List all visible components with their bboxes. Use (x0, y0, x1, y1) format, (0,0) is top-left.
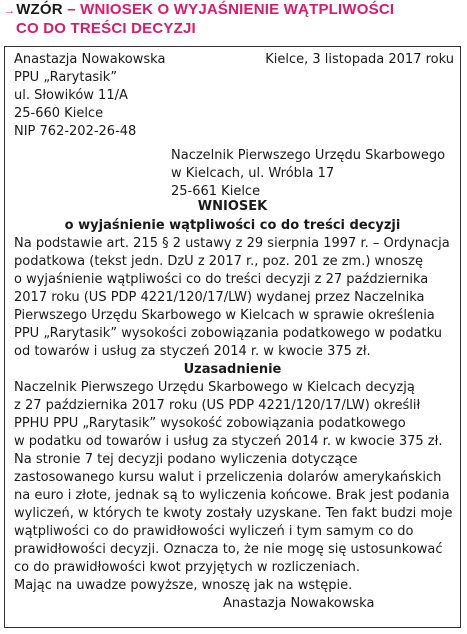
justification-line: na euro i złote, jednak są to wyliczenia końcowe. Brak jest podania (14, 488, 450, 503)
justification-line: PPHU PPU „Rarytasik” wysokość zobowiązania podatkowego (14, 416, 406, 431)
justification-line: zastosowanego kursu walut i przeliczenia dolarów amerykańskich (14, 470, 442, 485)
justification-title: Uzasadnienie (183, 362, 282, 377)
header-title-line2: CO DO TREŚCI DECYZJI (16, 20, 196, 37)
justification-line: w podatku od towarów i usług za styczeń 2014 r. w kwocie 375 zł. (14, 434, 443, 449)
document-title: WNIOSEK (197, 199, 268, 214)
sender-name: Anastazja Nowakowska (14, 52, 166, 67)
body-line: o wyjaśnienie wątpliwości co do treści decyzji z 27 października (14, 272, 429, 287)
justification-line: Na stronie 7 tej decyzji podano wyliczenia dotyczące (14, 452, 358, 467)
document-header (0, 0, 467, 44)
sender-city: 25-660 Kielce (14, 106, 104, 121)
header-line-1 (4, 1, 394, 18)
header-prefix: WZÓR (16, 1, 63, 18)
body-line: od towarów i usług za styczeń 2014 r. w kwocie 375 zł. (14, 344, 371, 359)
sender-nip: NIP 762-202-26-48 (14, 124, 137, 139)
letter-box (4, 46, 461, 628)
arrow-icon: → (4, 5, 16, 17)
justification-line: Mając na uwadze powyższe, wnoszę jak na wstępie. (14, 578, 353, 593)
body-line: podatkowa (tekst jedn. DzU z 2017 r., poz. 201 ze zm.) wnoszę (14, 254, 423, 269)
justification-line: wątpliwości co do prawidłowości wyliczeń i tym samym co do (14, 524, 414, 539)
body-line: 2017 roku (US PDP 4221/120/17/LW) wydanej przez Naczelnika (14, 290, 425, 305)
body-line: PPU „Rarytasik” wysokości zobowiązania podatkowego w podatku (14, 326, 443, 341)
recipient-line-1: Naczelnik Pierwszego Urzędu Skarbowego (171, 148, 446, 163)
justification-line: co do prawidłowości kwot przyjętych w rozliczeniach. (14, 560, 361, 575)
document-subtitle: o wyjaśnienie wątpliwości co do treści decyzji (64, 218, 401, 233)
sender-street: ul. Słowików 11/A (14, 88, 128, 103)
place-date: Kielce, 3 listopada 2017 roku (265, 52, 454, 67)
justification-line: prawidłowości decyzji. Oznacza to, że nie mogę się ustosunkować (14, 542, 443, 557)
header-title-line1: WNIOSEK O WYJAŚNIENIE WĄTPLIWOŚCI (80, 1, 395, 18)
sender-company: PPU „Rarytasik” (14, 70, 118, 85)
header-dash: – (62, 1, 81, 18)
body-line: Pierwszego Urzędu Skarbowego w Kielcach w sprawie określenia (14, 308, 435, 323)
justification-line: wyliczeń, w których te kwoty zostały uzyskane. Ten fakt budzi moje (14, 506, 453, 521)
recipient-line-3: 25-661 Kielce (171, 184, 261, 199)
justification-line: z 27 października 2017 roku (US PDP 4221/120/17/LW) określił (14, 398, 421, 413)
body-line: Na podstawie art. 215 § 2 ustawy z 29 sierpnia 1997 r. – Ordynacja (14, 236, 450, 251)
justification-line: Naczelnik Pierwszego Urzędu Skarbowego w Kielcach decyzją (14, 380, 415, 395)
recipient-line-2: w Kielcach, ul. Wróbla 17 (171, 166, 335, 181)
signature-name: Anastazja Nowakowska (223, 596, 375, 611)
